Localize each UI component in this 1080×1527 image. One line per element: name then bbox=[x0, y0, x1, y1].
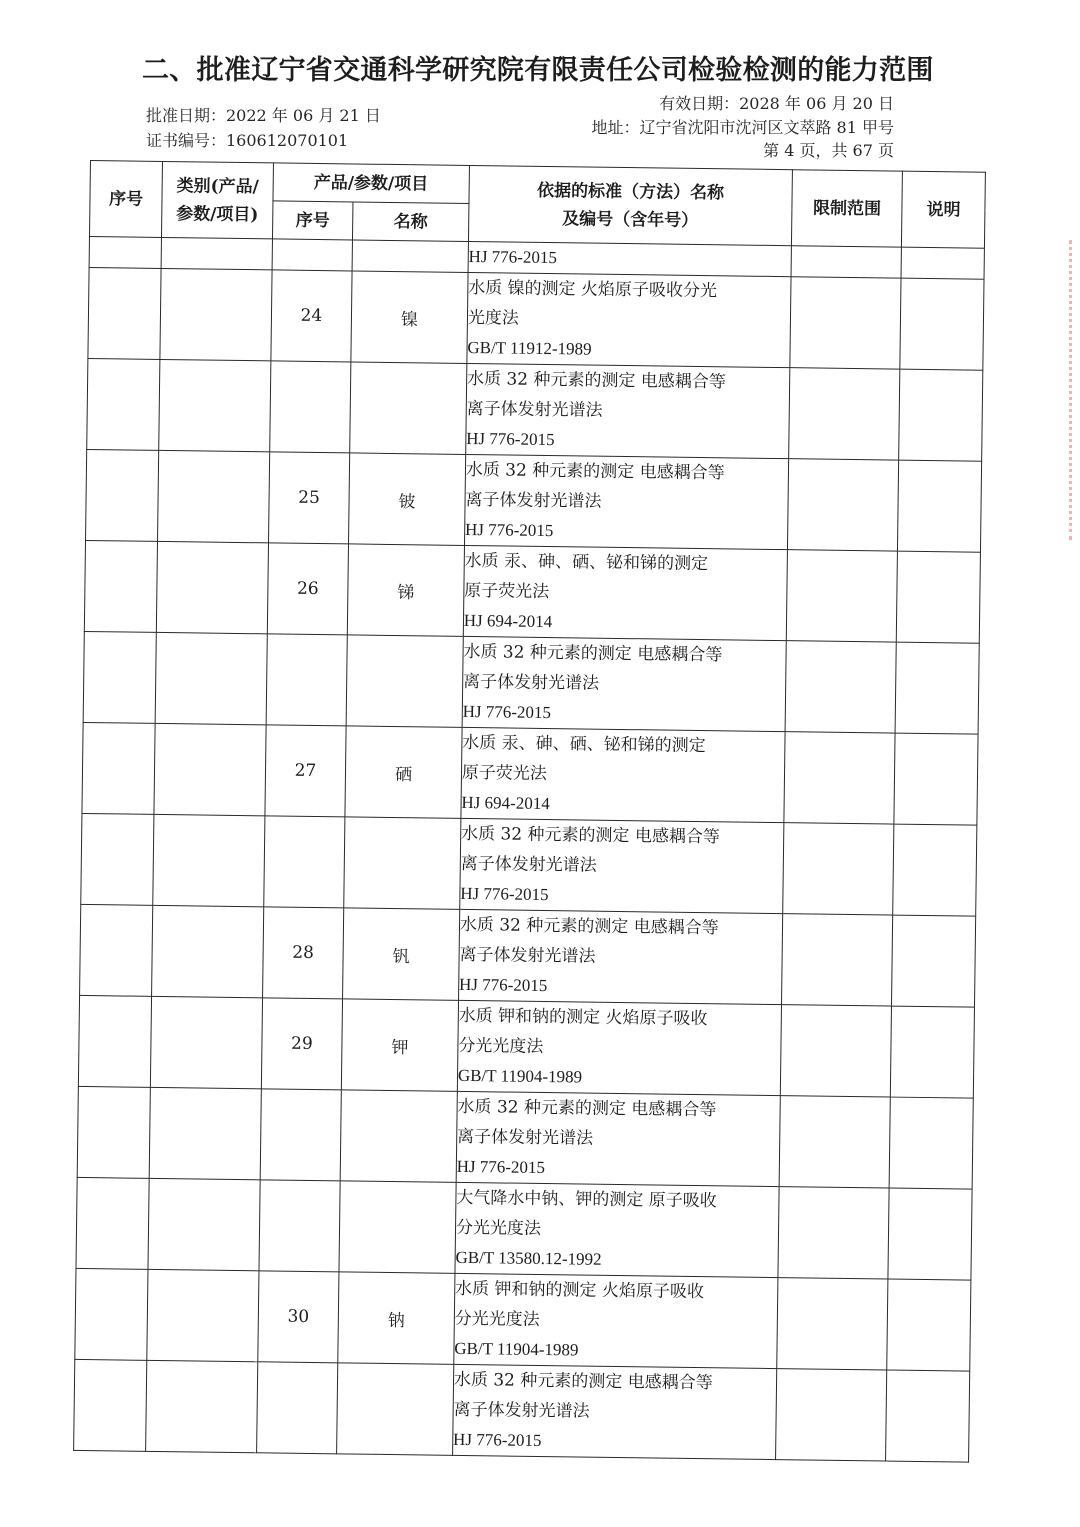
note-cell bbox=[895, 642, 979, 734]
note-cell bbox=[899, 369, 983, 461]
category-cell bbox=[152, 905, 264, 997]
table-row bbox=[74, 1359, 970, 1462]
table-row bbox=[86, 449, 982, 552]
item-name-cell bbox=[352, 240, 468, 273]
category-cell bbox=[146, 1360, 258, 1452]
standard-code: HJ 694-2014 bbox=[461, 792, 550, 814]
standard-code: HJ 776-2015 bbox=[466, 428, 555, 450]
standard-code: GB/T 13580.12-1992 bbox=[455, 1247, 602, 1269]
standard-cell bbox=[467, 272, 791, 367]
item-number-cell: 25 bbox=[268, 452, 350, 544]
limit-cell bbox=[779, 1096, 891, 1188]
table-row bbox=[87, 358, 983, 461]
standard-name-line: 水质 汞、砷、硒、铋和锑的测定 bbox=[462, 732, 706, 757]
standard-cell bbox=[458, 909, 782, 1004]
standard-name-line: 水质 钾和钠的测定 火焰原子吸收 bbox=[458, 1005, 708, 1030]
standard-code: GB/T 11912-1989 bbox=[467, 337, 592, 359]
standard-cell bbox=[452, 1364, 776, 1459]
limit-cell bbox=[781, 914, 893, 1006]
table-row bbox=[80, 904, 976, 1007]
standard-code: HJ 776-2015 bbox=[468, 246, 558, 268]
limit-cell bbox=[789, 368, 901, 460]
standard-cell bbox=[464, 454, 788, 549]
standard-cell bbox=[454, 1273, 778, 1368]
standard-code: HJ 694-2014 bbox=[463, 610, 553, 632]
table-row bbox=[76, 1177, 972, 1280]
note-cell bbox=[891, 1006, 975, 1098]
category-cell bbox=[148, 1178, 260, 1270]
capability-scope-table bbox=[73, 160, 986, 1463]
standard-name-line: 分光光度法 bbox=[455, 1217, 542, 1239]
item-name-cell: 锑 bbox=[348, 544, 465, 637]
item-number-cell: 27 bbox=[265, 725, 347, 817]
standard-name-line: 离子体发射光谱法 bbox=[462, 671, 600, 694]
standard-cell bbox=[461, 727, 785, 822]
page-title: 二、批准辽宁省交通科学研究院有限责任公司检验检测的能力范围 bbox=[142, 55, 934, 86]
note-cell bbox=[897, 551, 981, 643]
standard-cell bbox=[462, 636, 786, 731]
table-row bbox=[83, 631, 979, 734]
header-category-line1: 类别(产品/ bbox=[176, 175, 259, 197]
header-sub-name: 名称 bbox=[353, 202, 469, 242]
seq-cell bbox=[80, 904, 153, 996]
table-row bbox=[75, 1268, 971, 1371]
standard-name-line: 离子体发射光谱法 bbox=[460, 853, 597, 876]
seq-cell bbox=[88, 267, 161, 359]
item-name-cell bbox=[337, 1363, 454, 1456]
note-cell bbox=[890, 1097, 974, 1189]
standard-cell bbox=[460, 818, 784, 913]
category-cell bbox=[160, 268, 272, 360]
item-name-cell: 镍 bbox=[351, 271, 468, 364]
limit-cell bbox=[777, 1278, 889, 1370]
note-cell bbox=[888, 1188, 972, 1280]
category-cell bbox=[161, 237, 272, 269]
item-number-cell: 30 bbox=[257, 1271, 339, 1363]
header-product-group: 产品/参数/项目 bbox=[273, 163, 470, 204]
standard-name-line: 离子体发射光谱法 bbox=[453, 1399, 590, 1422]
seal-edge-mark bbox=[1069, 240, 1078, 540]
seq-cell bbox=[76, 1177, 149, 1269]
item-name-cell: 铍 bbox=[349, 453, 466, 546]
seq-cell bbox=[78, 995, 151, 1087]
category-cell bbox=[158, 450, 270, 542]
seq-cell bbox=[89, 236, 162, 268]
limit-cell bbox=[787, 459, 899, 551]
seq-cell bbox=[77, 1086, 150, 1178]
item-name-cell bbox=[339, 1181, 456, 1274]
seq-cell bbox=[83, 631, 156, 723]
limit-cell bbox=[790, 277, 902, 369]
item-number-cell bbox=[260, 1089, 342, 1181]
limit-cell bbox=[791, 246, 902, 278]
standard-code: HJ 776-2015 bbox=[464, 519, 554, 541]
standard-name-line: 原子荧光法 bbox=[461, 762, 547, 785]
standard-name-line: 离子体发射光谱法 bbox=[456, 1126, 594, 1149]
note-cell bbox=[893, 824, 977, 916]
item-number-cell bbox=[272, 239, 353, 271]
standard-name-line: 水质 32 种元素的测定 电感耦合等 bbox=[457, 1096, 717, 1121]
table-header bbox=[89, 161, 985, 249]
address: 地址：辽宁省沈阳市沈河区文萃路 81 甲号 bbox=[591, 118, 894, 137]
item-name-cell bbox=[340, 1090, 457, 1183]
category-cell bbox=[153, 814, 265, 906]
category-cell bbox=[155, 632, 267, 724]
item-number-cell: 29 bbox=[261, 998, 343, 1090]
note-cell bbox=[900, 278, 984, 370]
table-row bbox=[88, 267, 984, 370]
table-body bbox=[74, 236, 985, 1462]
item-name-cell bbox=[344, 817, 461, 910]
item-number-cell: 26 bbox=[267, 543, 349, 635]
standard-name-line: 离子体发射光谱法 bbox=[459, 944, 596, 967]
standard-name-line: 水质 32 种元素的测定 电感耦合等 bbox=[459, 914, 719, 939]
header-sub-seq: 序号 bbox=[272, 201, 353, 240]
header-category-line2: 参数/项目) bbox=[176, 203, 259, 225]
header-seq: 序号 bbox=[89, 161, 162, 238]
seq-cell bbox=[84, 540, 157, 632]
note-cell bbox=[887, 1279, 971, 1371]
standard-name-line: 水质 汞、砷、硒、铋和锑的测定 bbox=[464, 550, 709, 575]
standard-name-line: 大气降水中钠、钾的测定 原子吸收 bbox=[456, 1187, 717, 1212]
limit-cell bbox=[784, 732, 896, 824]
standard-name-line: 水质 镍的测定 火焰原子吸收分光 bbox=[468, 277, 718, 302]
limit-cell bbox=[786, 550, 898, 642]
item-name-cell bbox=[350, 362, 467, 455]
seq-cell bbox=[86, 449, 159, 541]
seq-cell bbox=[87, 358, 160, 450]
standard-name-line: 离子体发射光谱法 bbox=[466, 398, 603, 421]
approval-date: 批准日期：2022 年 06 月 21 日 bbox=[146, 106, 381, 125]
standard-code: HJ 776-2015 bbox=[462, 701, 552, 723]
page-number: 第 4 页，共 67 页 bbox=[763, 141, 894, 160]
header-standard bbox=[468, 165, 792, 245]
header-standard-line1: 依据的标准（方法）名称 bbox=[536, 180, 725, 203]
header-category bbox=[162, 161, 273, 238]
table-row bbox=[77, 1086, 973, 1189]
note-cell bbox=[892, 915, 976, 1007]
item-number-cell bbox=[266, 634, 348, 726]
note-cell bbox=[886, 1370, 970, 1462]
item-name-cell: 硒 bbox=[345, 726, 462, 819]
standard-name-line: 光度法 bbox=[467, 307, 519, 329]
standard-code: HJ 776-2015 bbox=[453, 1429, 542, 1451]
standard-name-line: 水质 钾和钠的测定 火焰原子吸收 bbox=[454, 1278, 705, 1303]
limit-cell bbox=[778, 1187, 890, 1279]
item-number-cell: 28 bbox=[262, 907, 344, 999]
standard-name-line: 原子荧光法 bbox=[464, 580, 550, 603]
standard-code: GB/T 11904-1989 bbox=[454, 1338, 579, 1360]
limit-cell bbox=[780, 1005, 892, 1097]
limit-cell bbox=[783, 823, 895, 915]
table-row bbox=[84, 540, 980, 643]
note-cell bbox=[901, 247, 984, 279]
note-cell bbox=[894, 733, 978, 825]
standard-cell bbox=[457, 1000, 781, 1095]
standard-code: HJ 776-2015 bbox=[456, 1156, 546, 1178]
item-number-cell bbox=[263, 816, 345, 908]
limit-cell bbox=[775, 1369, 887, 1461]
standard-code: GB/T 11904-1989 bbox=[457, 1065, 583, 1087]
item-name-cell: 钾 bbox=[342, 999, 459, 1092]
item-number-cell bbox=[269, 361, 351, 453]
standard-cell bbox=[466, 363, 790, 458]
table-row bbox=[82, 722, 978, 825]
item-name-cell: 钒 bbox=[343, 908, 460, 1001]
table-row bbox=[78, 995, 974, 1098]
standard-name-line: 分光光度法 bbox=[458, 1035, 544, 1058]
standard-cell bbox=[463, 545, 787, 640]
standard-name-line: 水质 32 种元素的测定 电感耦合等 bbox=[460, 823, 721, 848]
category-cell bbox=[149, 1087, 261, 1179]
category-cell bbox=[157, 541, 269, 633]
header-limit: 限制范围 bbox=[791, 170, 902, 247]
standard-name-line: 离子体发射光谱法 bbox=[465, 489, 602, 512]
item-number-cell bbox=[259, 1180, 341, 1272]
certificate-number: 证书编号：160612070101 bbox=[146, 131, 349, 150]
seq-cell bbox=[82, 722, 155, 814]
category-cell bbox=[159, 359, 271, 451]
standard-name-line: 水质 32 种元素的测定 电感耦合等 bbox=[453, 1369, 713, 1394]
table-row bbox=[81, 813, 977, 916]
header-note: 说明 bbox=[902, 171, 986, 248]
item-name-cell bbox=[346, 635, 463, 728]
limit-cell bbox=[785, 641, 897, 733]
header-standard-line2: 及编号（含年号） bbox=[562, 208, 699, 231]
standard-code: HJ 776-2015 bbox=[458, 974, 548, 996]
valid-date: 有效日期：2028 年 06 月 20 日 bbox=[659, 94, 894, 113]
category-cell bbox=[151, 996, 263, 1088]
standard-name-line: 水质 32 种元素的测定 电感耦合等 bbox=[463, 641, 723, 666]
item-name-cell: 钠 bbox=[338, 1272, 455, 1365]
standard-cell bbox=[456, 1091, 780, 1186]
seq-cell bbox=[81, 813, 154, 905]
item-number-cell bbox=[256, 1362, 338, 1454]
standard-name-line: 分光光度法 bbox=[454, 1308, 540, 1330]
standard-cell bbox=[455, 1182, 779, 1277]
note-cell bbox=[898, 460, 982, 552]
category-cell bbox=[154, 723, 266, 815]
standard-name-line: 水质 32 种元素的测定 电感耦合等 bbox=[466, 368, 726, 393]
category-cell bbox=[147, 1269, 259, 1361]
standard-cell bbox=[468, 241, 791, 276]
standard-name-line: 水质 32 种元素的测定 电感耦合等 bbox=[465, 459, 725, 484]
item-number-cell: 24 bbox=[271, 270, 353, 362]
standard-code: HJ 776-2015 bbox=[460, 883, 549, 905]
seq-cell bbox=[75, 1268, 148, 1360]
seq-cell bbox=[74, 1359, 147, 1451]
